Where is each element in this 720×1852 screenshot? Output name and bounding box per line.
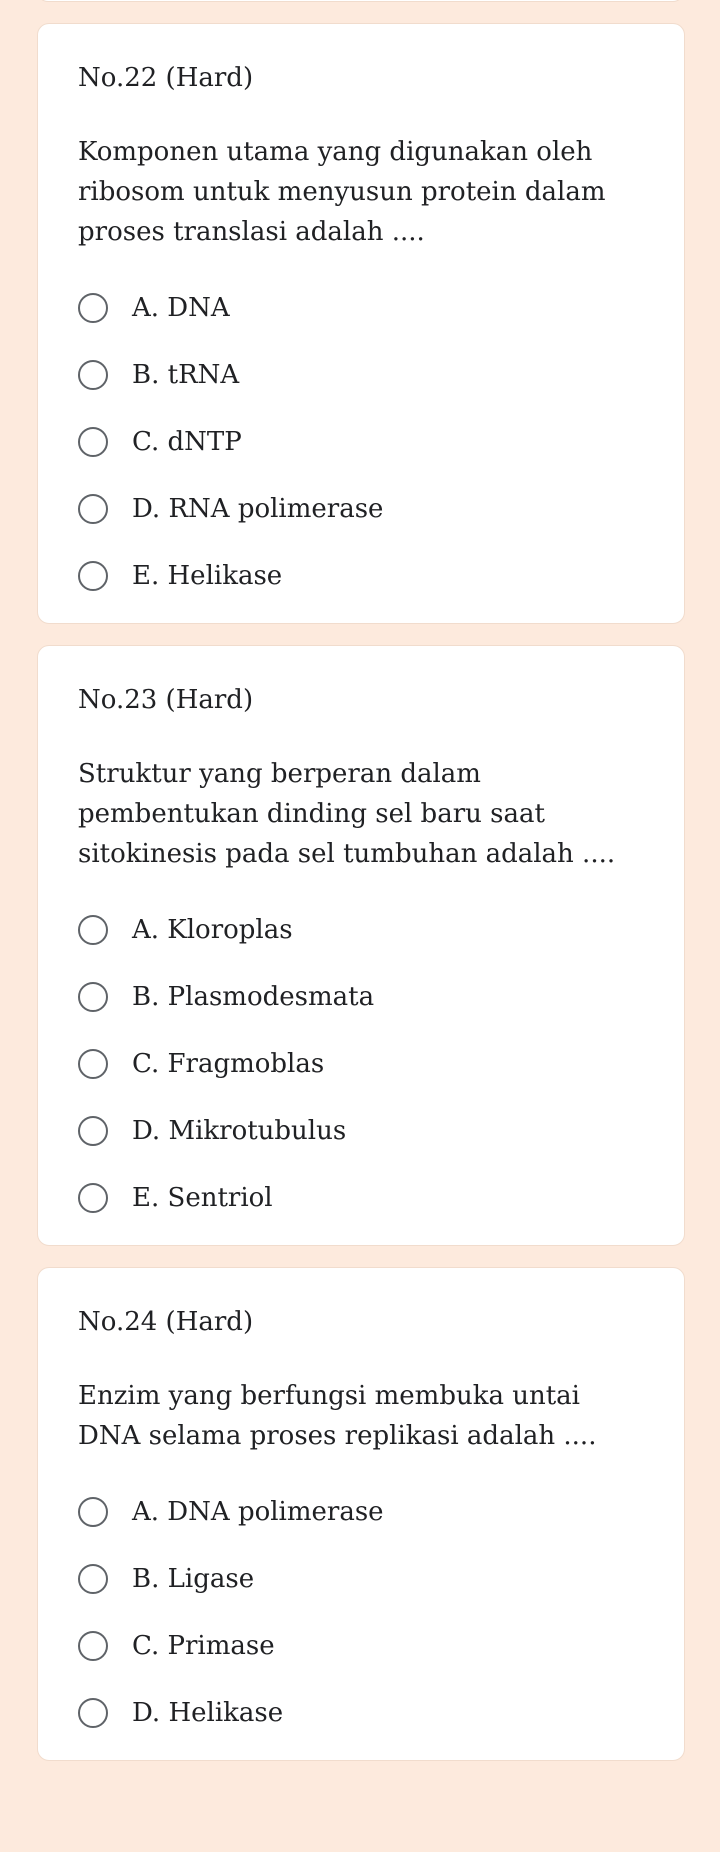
radio-button-icon[interactable] <box>78 1183 108 1213</box>
option-b[interactable] <box>78 1545 644 1612</box>
radio-button-icon[interactable] <box>78 1049 108 1079</box>
radio-button-icon[interactable] <box>78 494 108 524</box>
radio-button-icon[interactable] <box>78 360 108 390</box>
option-label: C. Primase <box>132 1630 275 1661</box>
option-b[interactable] <box>78 341 644 408</box>
option-label: C. Fragmoblas <box>132 1048 325 1079</box>
radio-button-icon[interactable] <box>78 1631 108 1661</box>
option-label: C. dNTP <box>132 426 242 457</box>
option-label: D. Helikase <box>132 1697 284 1728</box>
option-label: D. RNA polimerase <box>132 493 384 524</box>
option-label: A. Kloroplas <box>132 914 293 945</box>
question-card-22 <box>37 23 685 624</box>
radio-button-icon[interactable] <box>78 427 108 457</box>
question-text: Enzim yang berfungsi membuka untai DNA selama proses replikasi adalah .... <box>78 1381 597 1451</box>
option-a[interactable] <box>78 896 644 963</box>
previous-question-card <box>37 0 684 2</box>
option-label: B. tRNA <box>132 359 240 390</box>
option-d[interactable] <box>78 475 644 542</box>
option-label: B. Ligase <box>132 1563 255 1594</box>
option-label: A. DNA polimerase <box>132 1496 384 1527</box>
question-text: Komponen utama yang digunakan oleh ribosom untuk menyusun protein dalam proses translasi adalah .... <box>78 137 606 247</box>
option-label: D. Mikrotubulus <box>132 1115 347 1146</box>
question-text: Struktur yang berperan dalam pembentukan dinding sel baru saat sitokinesis pada sel tumbuhan adalah .... <box>78 759 616 869</box>
question-title: No.22 (Hard) <box>78 63 254 93</box>
option-c[interactable] <box>78 1612 644 1679</box>
option-label: E. Helikase <box>132 560 283 591</box>
option-c[interactable] <box>78 1030 644 1097</box>
question-title: No.23 (Hard) <box>78 685 254 715</box>
question-card-23 <box>37 645 685 1246</box>
question-card-24 <box>37 1267 685 1761</box>
radio-button-icon[interactable] <box>78 915 108 945</box>
option-a[interactable] <box>78 1478 644 1545</box>
option-label: A. DNA <box>132 292 230 323</box>
option-a[interactable] <box>78 274 644 341</box>
option-d[interactable] <box>78 1679 644 1746</box>
option-label: B. Plasmodesmata <box>132 981 375 1012</box>
option-c[interactable] <box>78 408 644 475</box>
option-d[interactable] <box>78 1097 644 1164</box>
radio-button-icon[interactable] <box>78 1116 108 1146</box>
radio-button-icon[interactable] <box>78 561 108 591</box>
option-label: E. Sentriol <box>132 1182 273 1213</box>
radio-button-icon[interactable] <box>78 1698 108 1728</box>
question-title: No.24 (Hard) <box>78 1307 254 1337</box>
option-e[interactable] <box>78 1164 644 1231</box>
radio-button-icon[interactable] <box>78 1564 108 1594</box>
radio-button-icon[interactable] <box>78 982 108 1012</box>
option-e[interactable] <box>78 542 644 609</box>
radio-button-icon[interactable] <box>78 293 108 323</box>
radio-button-icon[interactable] <box>78 1497 108 1527</box>
option-b[interactable] <box>78 963 644 1030</box>
question-list <box>37 23 685 1782</box>
